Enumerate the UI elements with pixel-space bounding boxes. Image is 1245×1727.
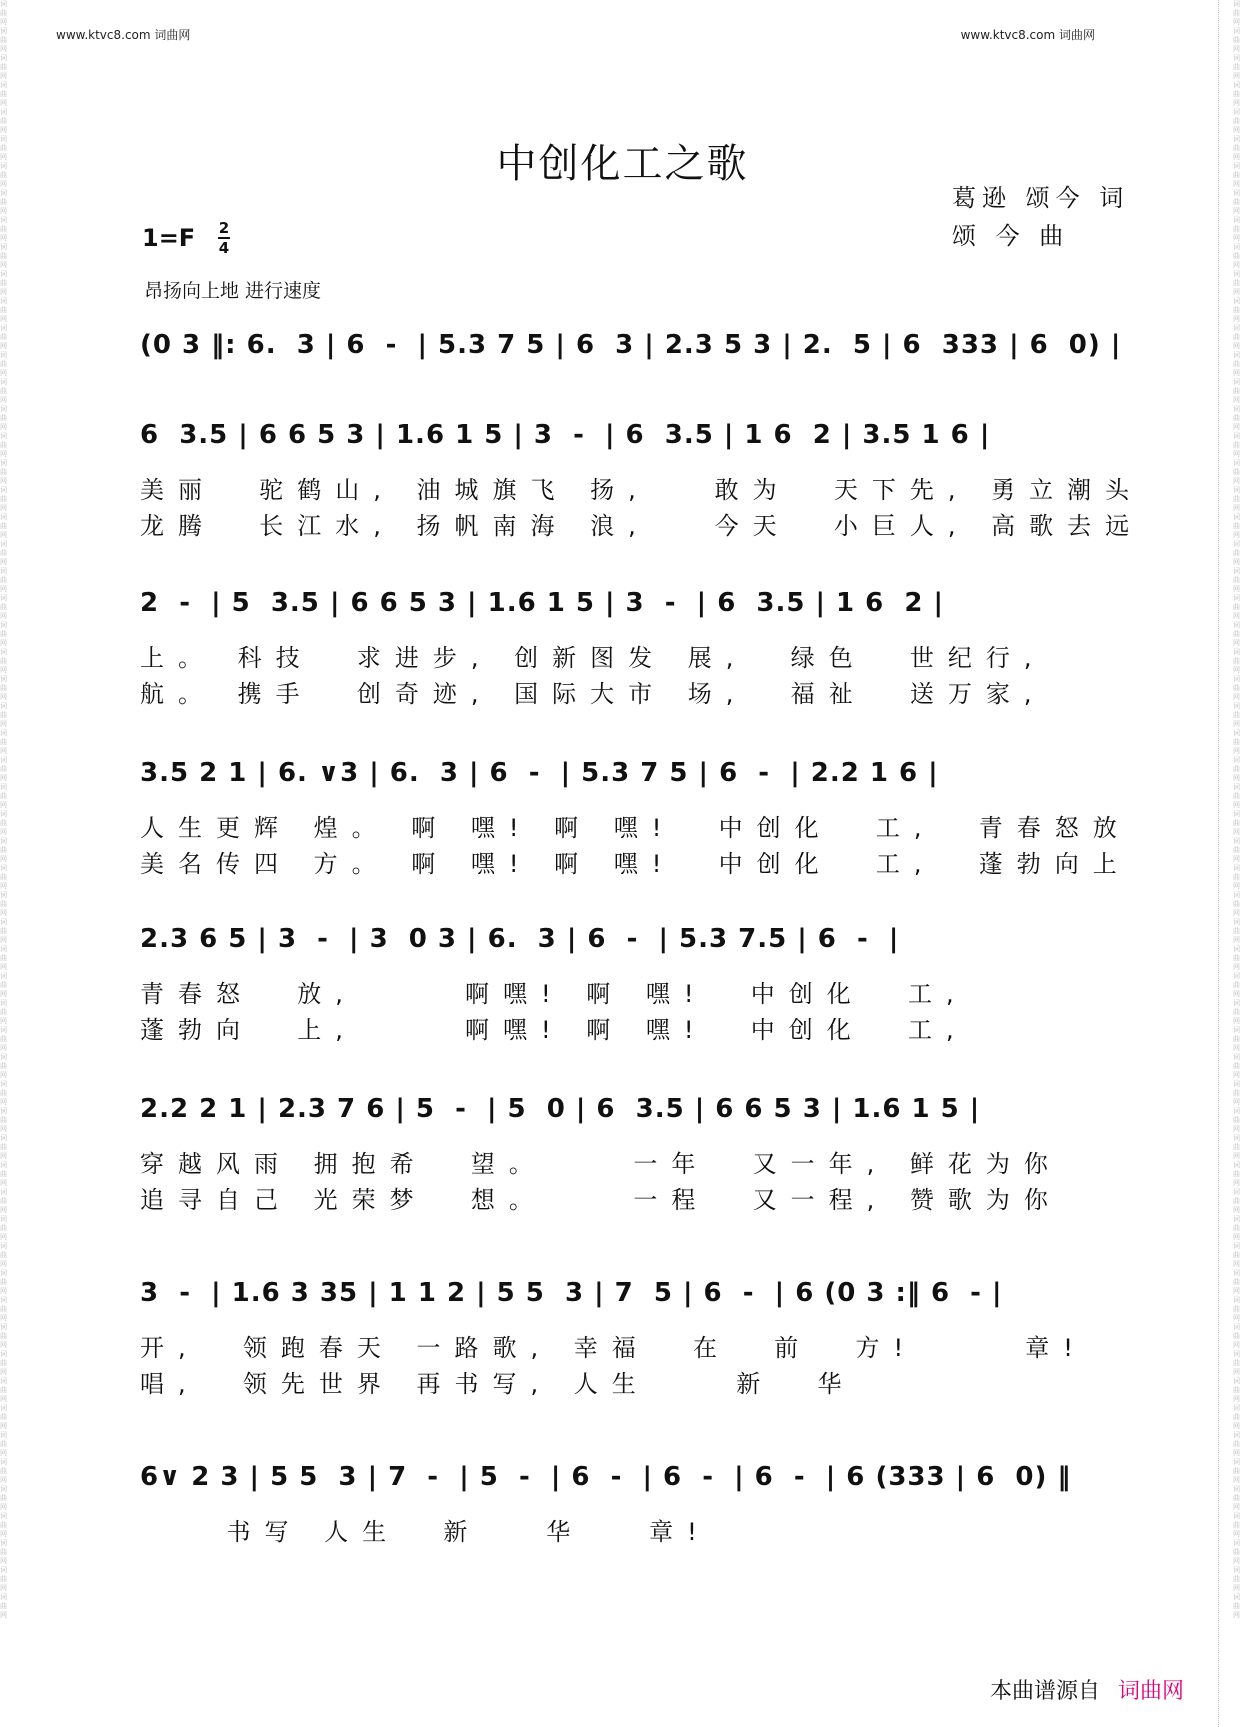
- notation-line: 3 - | 1.6 3 35 | 1 1 2 | 5 5 3 | 7 5 | 6 - | 6 (0 3 :‖ 6 - |: [140, 1278, 1003, 1308]
- notation-line: 3.5 2 1 | 6. ∨3 | 6. 3 | 6 - | 5.3 7 5 | 6 - | 2.2 1 6 |: [140, 758, 939, 788]
- song-title: 中创化工之歌: [496, 141, 749, 187]
- lyric-line: 美丽 驼鹤山, 油城旗飞 扬, 敢为 天下先, 勇立潮头: [140, 476, 1144, 504]
- watermark-divider: [1218, 0, 1220, 1727]
- lyricist-credit: 葛逊 颂今 词: [952, 184, 1130, 212]
- footer-brand[interactable]: 词曲网: [1118, 1679, 1185, 1704]
- lyric-line: 唱, 领先世界 再书写, 人生 新 华: [140, 1370, 856, 1398]
- notation-line: (0 3 ‖: 6. 3 | 6 - | 5.3 7 5 | 6 3 | 2.3 5 3 | 2. 5 | 6 333 | 6 0) |: [140, 330, 1122, 360]
- notation-line: 2.3 6 5 | 3 - | 3 0 3 | 6. 3 | 6 - | 5.3 7.5 | 6 - |: [140, 924, 900, 954]
- time-signature-bottom: 4: [218, 239, 230, 257]
- footer-text: 本曲谱源自: [990, 1679, 1101, 1704]
- key-signature: 1=F: [142, 224, 196, 252]
- lyric-line: 美名传四 方。 啊 嘿! 啊 嘿! 中创化 工, 蓬勃向上: [140, 850, 1131, 878]
- notation-system: [140, 330, 1135, 390]
- lyric-line: 蓬勃向 上, 啊嘿! 啊 嘿! 中创化 工,: [140, 1016, 968, 1044]
- watermark-strip-right: 词曲网词曲网词曲网词曲网词曲网词曲网词曲网词曲网词曲网词曲网词曲网词曲网词曲网词曲网词曲网词曲网词曲网词曲网词曲网词曲网词曲网词曲网词曲网词曲网词曲网词曲网词曲网词曲网词曲网词曲网词曲网词曲网词曲网词曲网词曲网词曲网词曲网词曲网词曲网词曲网词曲网词曲网词曲网词曲网词曲网词曲网词曲网词曲网词曲网词曲网词曲网词曲网词曲网词曲网词曲网词曲网词曲网词曲网词曲网词曲网: [1233, 0, 1240, 1619]
- lyric-line: 追寻自己 光荣梦 想。 一程 又一程, 赞歌为你: [140, 1186, 1062, 1214]
- notation-line: 2.2 2 1 | 2.3 7 6 | 5 - | 5 0 | 6 3.5 | 6 6 5 3 | 1.6 1 5 |: [140, 1094, 981, 1124]
- source-footer: [990, 1674, 1184, 1705]
- lyric-line: 书写 人生 新 华 章!: [140, 1518, 711, 1546]
- notation-line: 6 3.5 | 6 6 5 3 | 1.6 1 5 | 3 - | 6 3.5 | 1 6 2 | 3.5 1 6 |: [140, 420, 991, 450]
- header-left-site[interactable]: www.ktvc8.com 词曲网: [56, 28, 191, 42]
- notation-line: 2 - | 5 3.5 | 6 6 5 3 | 1.6 1 5 | 3 - | 6 3.5 | 1 6 2 |: [140, 588, 945, 618]
- time-signature: [218, 220, 230, 256]
- lyric-line: 航。 携手 创奇迹, 国际大市 场, 福祉 送万家,: [140, 680, 1046, 708]
- lyric-line: 青春怒 放, 啊嘿! 啊 嘿! 中创化 工,: [140, 980, 968, 1008]
- lyric-line: 上。 科技 求进步, 创新图发 展, 绿色 世纪行,: [140, 644, 1046, 672]
- composer-credit: 颂 今 曲: [952, 222, 1070, 250]
- lyric-line: 穿越风雨 拥抱希 望。 一年 又一年, 鲜花为你: [140, 1150, 1062, 1178]
- lyric-line: 人生更辉 煌。 啊 嘿! 啊 嘿! 中创化 工, 青春怒放: [140, 814, 1131, 842]
- lyric-line: 龙腾 长江水, 扬帆南海 浪, 今天 小巨人, 高歌去远: [140, 512, 1144, 540]
- header-right-site[interactable]: www.ktvc8.com 词曲网: [960, 28, 1095, 42]
- lyric-line: 开, 领跑春天 一路歌, 幸福 在 前 方! 章!: [140, 1334, 1087, 1362]
- time-signature-top: 2: [218, 219, 230, 237]
- notation-line: 6∨ 2 3 | 5 5 3 | 7 - | 5 - | 6 - | 6 - | 6 - | 6 (333 | 6 0) ‖: [140, 1462, 1072, 1492]
- watermark-strip-left: 词曲网词曲网词曲网词曲网词曲网词曲网词曲网词曲网词曲网词曲网词曲网词曲网词曲网词曲网词曲网词曲网词曲网词曲网词曲网词曲网词曲网词曲网词曲网词曲网词曲网词曲网词曲网词曲网词曲网词曲网词曲网词曲网词曲网词曲网词曲网词曲网词曲网词曲网词曲网词曲网词曲网词曲网词曲网词曲网词曲网词曲网词曲网词曲网词曲网词曲网词曲网词曲网词曲网词曲网词曲网词曲网词曲网词曲网词曲网词曲网: [0, 0, 7, 1619]
- tempo-marking: 昂扬向上地 进行速度: [144, 280, 322, 302]
